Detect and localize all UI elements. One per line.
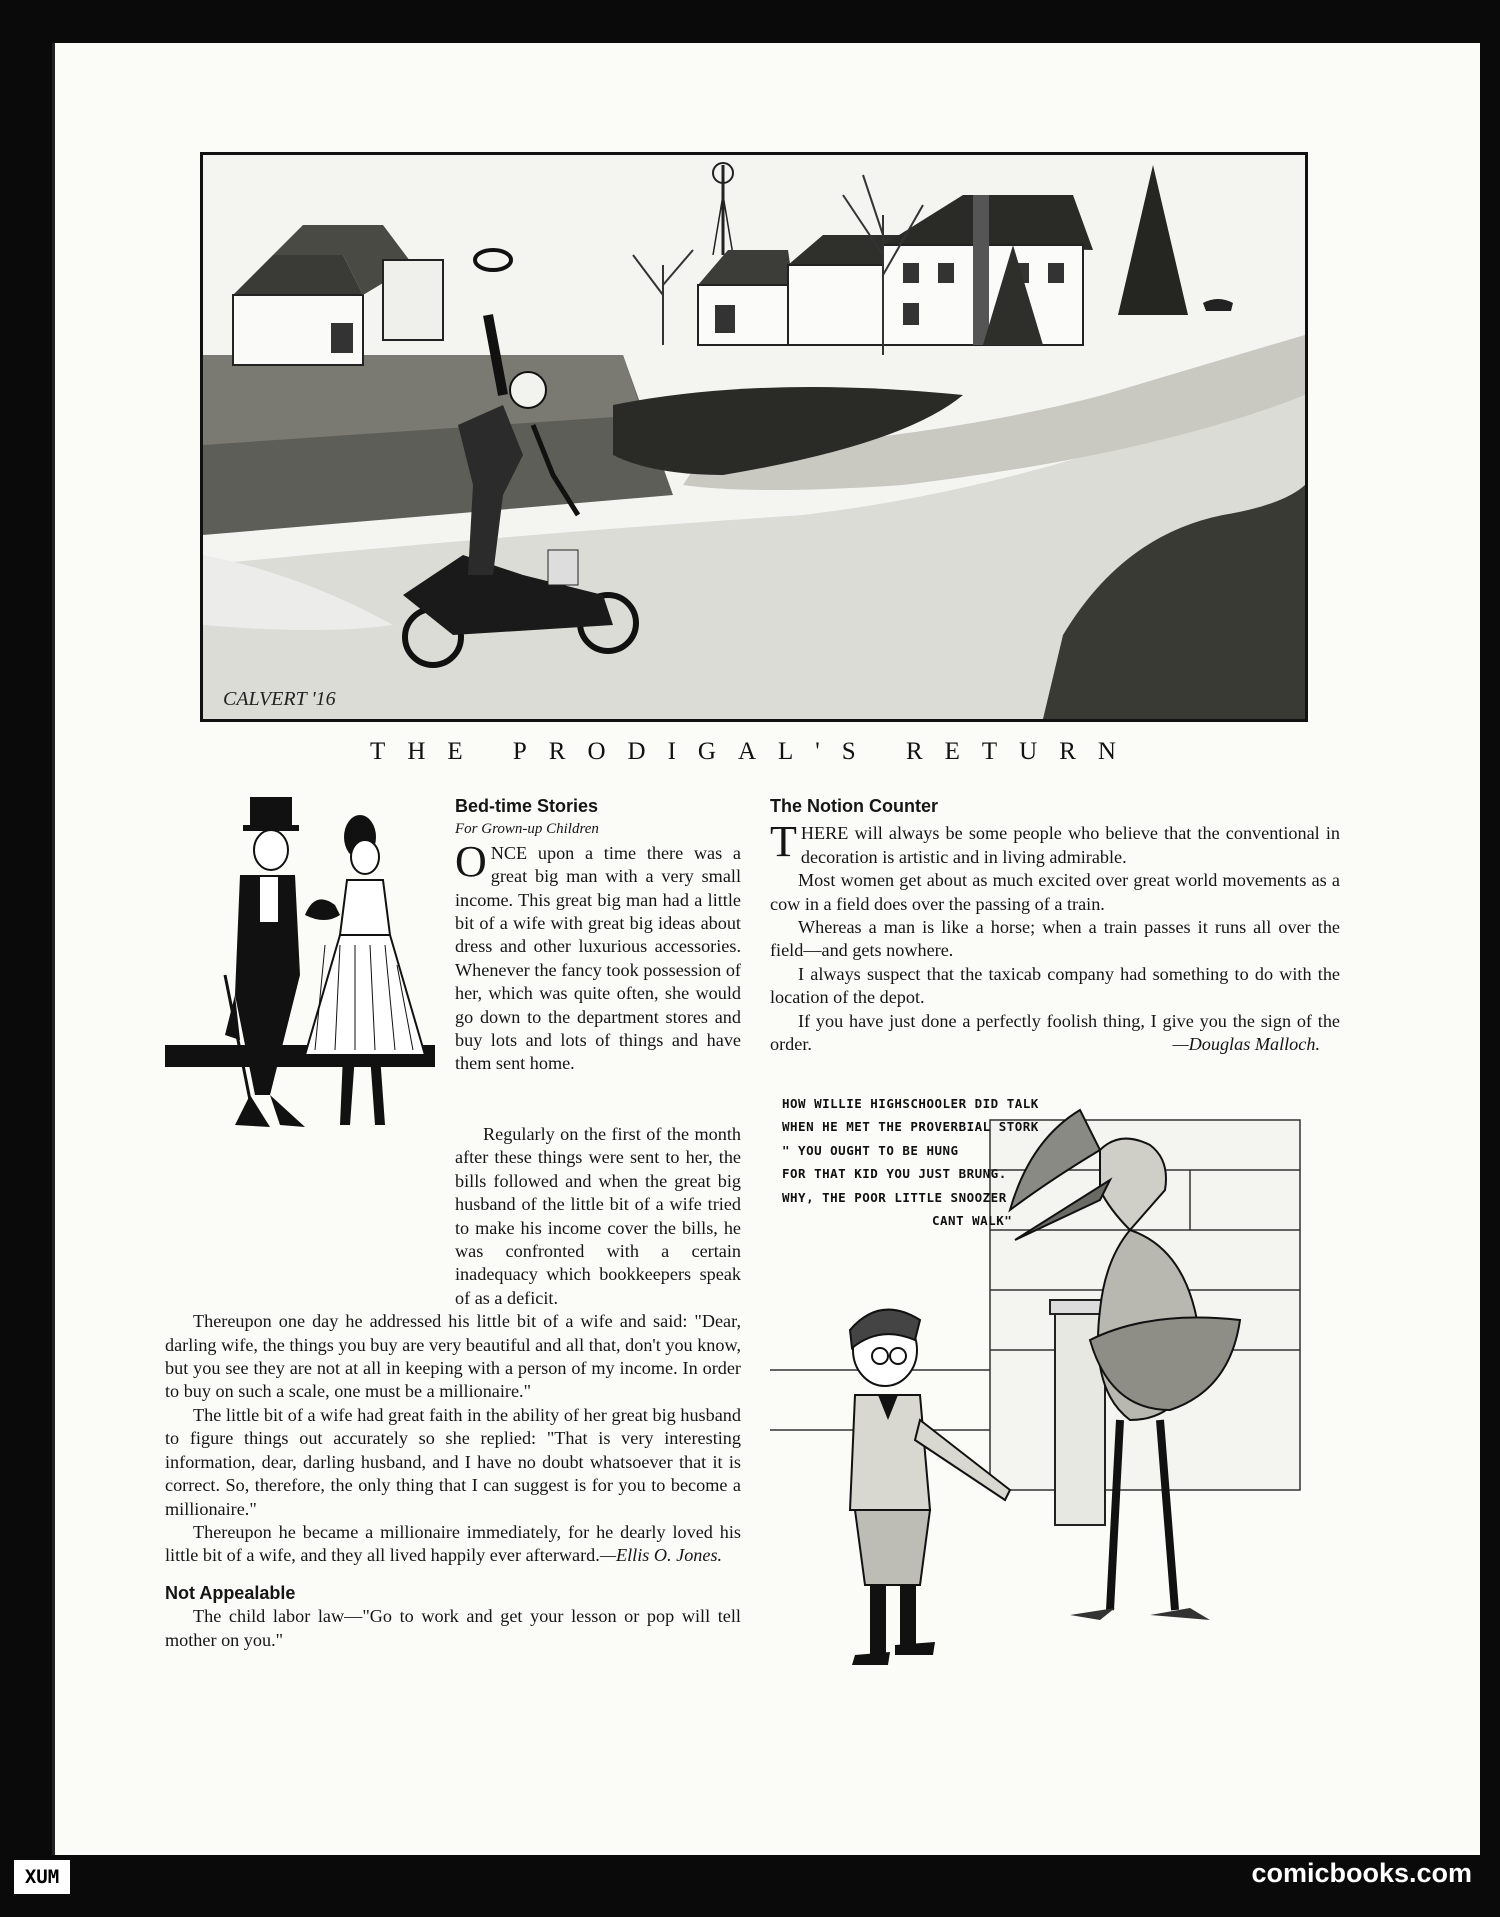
scan-tag: XUM bbox=[14, 1860, 70, 1894]
watermark-link[interactable]: comicbooks.com bbox=[1251, 1858, 1472, 1888]
bedtime-stories-body bbox=[165, 1123, 741, 1652]
couple-illustration bbox=[165, 795, 450, 1145]
bedtime-stories-intro bbox=[455, 795, 741, 1076]
bedtime-paragraph-3: Thereupon one day he addressed his little bit of a wife and said: "Dear, darling wife, the things you buy are very beautiful and all that, don't you know, but you see they are not at all in keeping with a person of my income. In order to buy on such a scale, one must be a millionaire." bbox=[165, 1311, 741, 1402]
notion-paragraph-4: I always suspect that the taxicab company had something to do with the location of the depot. bbox=[770, 963, 1340, 1008]
stork-line-5: WHY, THE POOR LITTLE SNOOZER bbox=[782, 1189, 1007, 1205]
bedtime-dropcap: O bbox=[455, 836, 487, 886]
stork-line-6: CANT WALK" bbox=[932, 1213, 1013, 1229]
notion-paragraph-1-text: HERE will always be some people who believe that the conventional in decoration is artistic and in living admirable. bbox=[800, 823, 1340, 867]
notion-signature: —Douglas Malloch. bbox=[1172, 1034, 1320, 1055]
stork-line-3: " YOU OUGHT TO BE HUNG bbox=[782, 1142, 959, 1158]
bedtime-subtitle: For Grown-up Children bbox=[455, 821, 599, 838]
bedtime-paragraph-5-text: Thereupon he became a millionaire immediately, for he dearly loved his little bit of a wife, and they all lived happily ever afterward. bbox=[165, 1521, 741, 1566]
stork-cartoon-lettering bbox=[782, 1092, 1039, 1232]
bedtime-paragraph-2: Regularly on the first of the month after these things were sent to her, the bills followed and when the great big husband of the little bit of a wife tried to make his income cover the bills, he was confronted with a certain inadequacy which bookkeepers speak of as a deficit. bbox=[455, 1124, 741, 1308]
notion-dropcap: T bbox=[770, 817, 797, 867]
appealable-text: The child labor law—"Go to work and get your lesson or pop will tell mother on you." bbox=[165, 1606, 741, 1650]
bedtime-paragraph-1-text: NCE upon a time there was a great big man with a very small income. This great big man had a little bit of a wife with great big ideas about dress and other luxurious accessories. Whenever the fancy took possession of her, which was quite often, she would go down to the department stores and buy lots and lots of things and have them sent home. bbox=[455, 842, 741, 1074]
prodigal-return-illustration bbox=[200, 152, 1308, 722]
stork-line-4: FOR THAT KID YOU JUST BRUNG. bbox=[782, 1166, 1007, 1182]
bedtime-paragraph-4: The little bit of a wife had great faith in the ability of her great big husband to figure things out accurately so she replied: "That is very interesting information, dear, darling husband, and I have no doubt whatsoever that it is correct. So, therefore, the only thing that I can suggest is for you to become a millionaire." bbox=[165, 1404, 741, 1519]
illustration-caption: THE PRODIGAL'S RETURN bbox=[370, 738, 1138, 765]
bedtime-paragraph-1 bbox=[455, 836, 741, 1076]
notion-title: The Notion Counter bbox=[770, 796, 938, 816]
bedtime-title: Bed-time Stories bbox=[455, 796, 599, 816]
artist-signature: CALVERT '16 bbox=[223, 688, 336, 710]
notion-paragraph-1 bbox=[770, 817, 1340, 869]
bedtime-paragraph-5 bbox=[165, 1521, 741, 1568]
stork-line-2: WHEN HE MET THE PROVERBIAL STORK bbox=[782, 1119, 1039, 1135]
stork-line-1: HOW WILLIE HIGHSCHOOLER DID TALK bbox=[782, 1096, 1039, 1111]
notion-paragraph-3: Whereas a man is like a horse; when a train passes it runs all over the field—and gets nowhere. bbox=[770, 917, 1340, 961]
notion-paragraph-5-text: If you have just done a perfectly foolish thing, I give you the sign of the order. bbox=[770, 1010, 1340, 1055]
notion-paragraph-2: Most women get about as much excited over great world movements as a cow in a field does over the passing of a train. bbox=[770, 870, 1340, 914]
notion-paragraph-5 bbox=[770, 1010, 1340, 1057]
page-edge-rule bbox=[52, 43, 55, 1855]
bedtime-signature: —Ellis O. Jones. bbox=[599, 1545, 723, 1566]
appealable-title: Not Appealable bbox=[165, 1582, 296, 1603]
notion-counter-column bbox=[770, 795, 1340, 1056]
